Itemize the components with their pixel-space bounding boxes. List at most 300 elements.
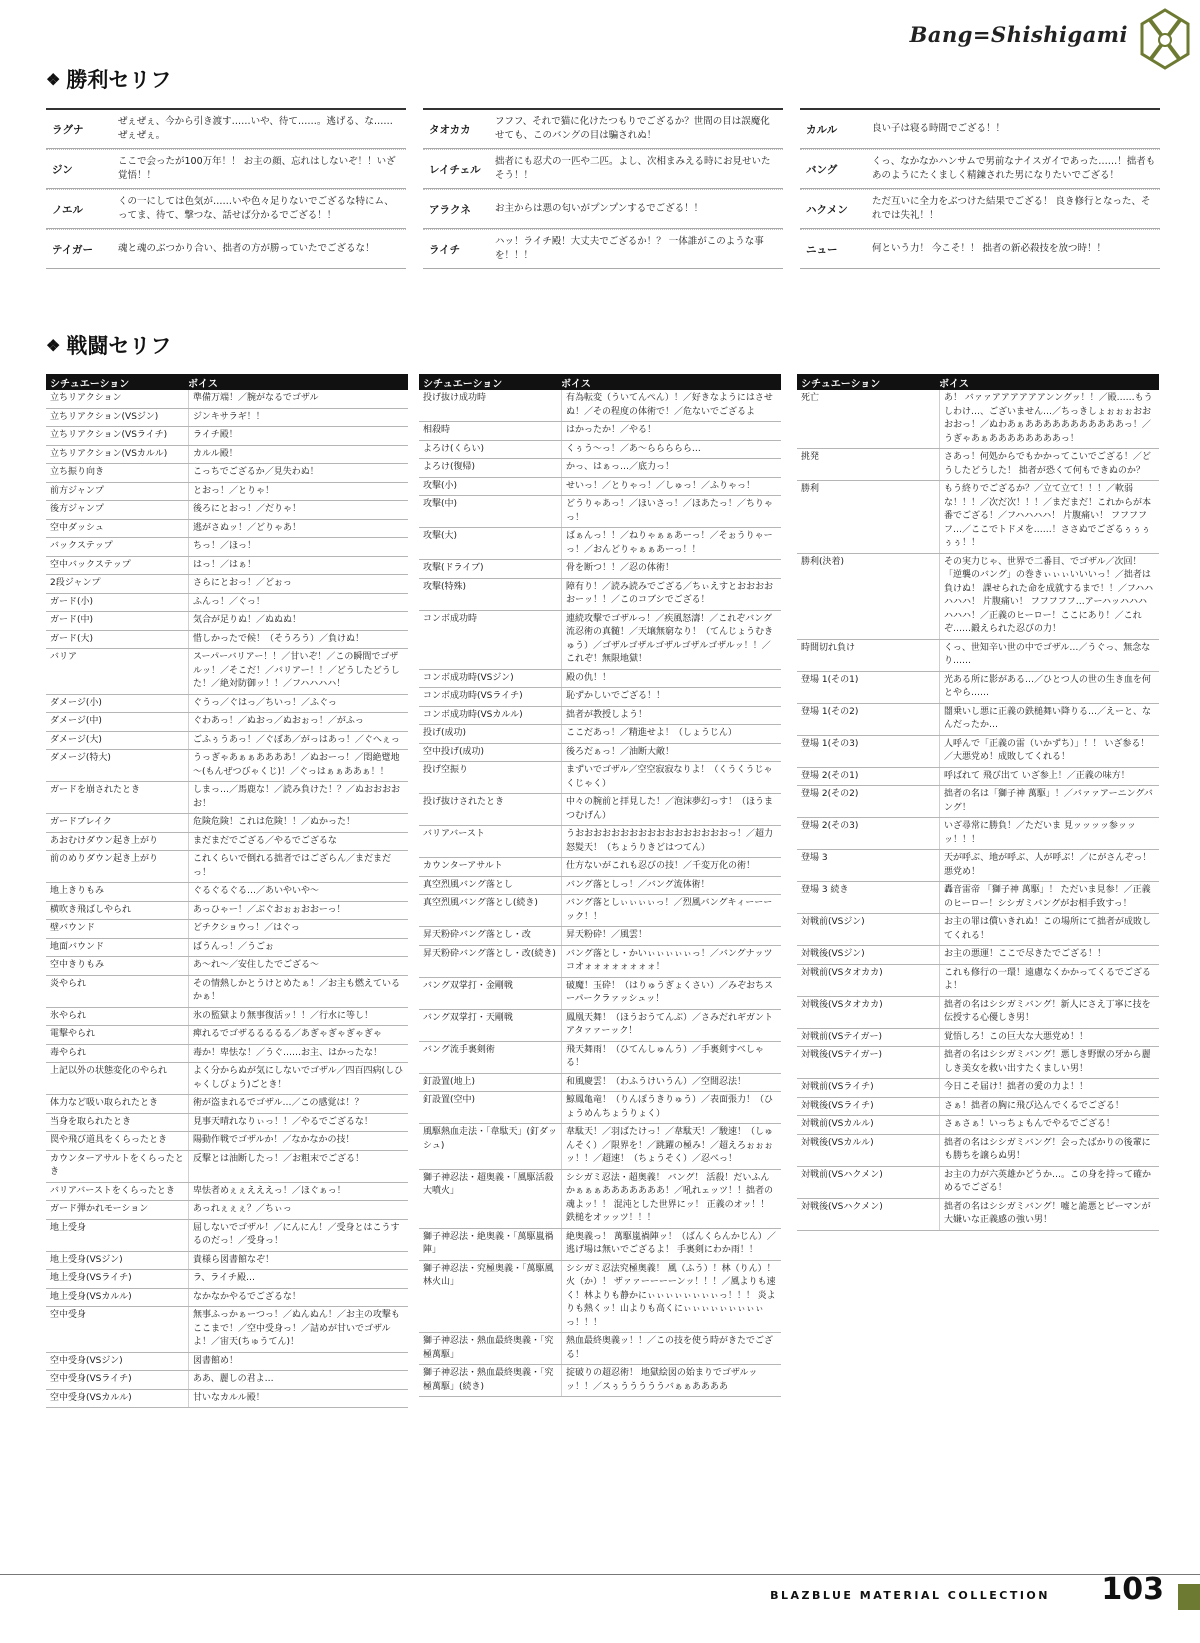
voice-cell: 骨を断つ！！／忍の体術！ [566, 563, 675, 573]
voice-cell: 拙者の名はシシガミバング！会ったばかりの後輩にも勝ちを譲らぬ男！ [944, 1137, 1151, 1161]
voice-cell: あっひゃー！／ぶぐおぉぉおおーっ！ [193, 904, 346, 915]
voice-header: ボイス [188, 378, 218, 390]
table-row [797, 965, 1159, 997]
table-row [797, 481, 1159, 554]
table-row [46, 814, 408, 833]
table-row [46, 649, 408, 695]
voice-header: ボイス [561, 378, 591, 390]
battle-table-header [797, 374, 1159, 390]
voice-cell: 昇天粉砕！／風雲！ [566, 930, 648, 940]
voice-cell: 飛天舞雨！（ひてんしゅんう）／手裏剣すべしゃる！ [566, 1044, 764, 1068]
victory-row [46, 189, 406, 229]
character-name: ノエル [52, 203, 83, 216]
victory-line: ぜぇぜぇ、今から引き渡す……いや、待て……。逃げる、な……ぜぇぜぇ。 [118, 116, 393, 141]
character-name: ジン [52, 163, 73, 176]
situation-cell: 立ち振り向き [46, 464, 189, 482]
voice-cell: どチクショウっ！／はぐっ [193, 923, 300, 933]
battle-column [797, 374, 1159, 1231]
situation-cell: 罠や飛び道具をくらったとき [46, 1132, 189, 1150]
table-row [46, 501, 408, 520]
situation-cell: 投げ(成功) [419, 725, 562, 743]
voice-cell: 連続攻撃でゴザルっ！／疾風怒濤！／これぞバング流忍術の真髄！／天壌無窮なり！（てんじょうむきゅう）／ゴザルゴザルゴザルゴザルゴザルッ！！／これぞ！無限地獄！ [566, 613, 774, 664]
situation-cell: 対戦後(VSテイガー) [797, 1047, 940, 1078]
situation-cell: ガードを崩されたとき [46, 782, 189, 813]
victory-row [800, 229, 1160, 269]
table-row [46, 557, 408, 576]
situation-cell: 地上受身(VSライチ) [46, 1270, 189, 1288]
voice-cell: さあっ！何処からでもかかってこいでござる！／どうしたどうした！ 拙者が恐くて何もできぬのか？ [944, 452, 1151, 476]
table-row [419, 1042, 781, 1074]
voice-cell: あ！ バァァアアアアアアンングッ！！／殿……もうしわけ…、ございません…／ちっきしょぉぉぉおおおおっ！／ぬわあぁあああああああああああっ！／うぎゃあぁああああああああっ！ [944, 393, 1153, 444]
voice-cell: しまっ…／馬鹿な！／読み負けた！？／ぬおおおおお！ [193, 785, 401, 809]
voice-cell: 仕方ないがこれも忍びの技！／千変万化の術！ [566, 861, 756, 871]
victory-line: くっ、なかなかハンサムで男前なナイスガイであった……！拙者もあのようにたくましく精錬された男になりたいでござる！ [872, 156, 1156, 181]
table-row [797, 1199, 1159, 1231]
battle-table-header [46, 374, 408, 390]
table-row [46, 446, 408, 465]
table-row [46, 575, 408, 594]
situation-cell: 地上受身(VSカルル) [46, 1289, 189, 1307]
situation-cell: ガード(中) [46, 612, 189, 630]
voice-cell: ぐるぐるぐる…／あいやいや～ [193, 886, 320, 896]
voice-cell: くぅう～っ！／あ～ららららら… [566, 443, 701, 454]
table-row [46, 1045, 408, 1064]
table-row [419, 826, 781, 858]
table-row [46, 883, 408, 902]
situation-header: シチュエーション [50, 378, 130, 390]
table-row [419, 877, 781, 896]
character-name: ハクメン [806, 203, 848, 216]
situation-cell: 対戦前(VSハクメン) [797, 1167, 940, 1198]
voice-cell: 準備万端！／腕がなるでゴザル [193, 393, 319, 403]
voice-cell: こっちでござるか／見失わぬ！ [193, 467, 319, 477]
voice-cell: 貴様ら図書館なぞ！ [193, 1254, 275, 1265]
voice-cell: 屈しないでゴザル！／にんにん！／受身とはこうするのだっ！／受身っ！ [193, 1222, 400, 1246]
table-row [46, 750, 408, 782]
situation-header: シチュエーション [801, 378, 881, 390]
situation-cell: ガード(小) [46, 594, 189, 612]
situation-cell: ダメージ(大) [46, 732, 189, 750]
table-row [419, 560, 781, 579]
battle-column [419, 374, 781, 1397]
crossed-swords-emblem-icon [1138, 6, 1192, 72]
situation-cell: ガード(大) [46, 631, 189, 649]
table-row [46, 594, 408, 613]
victory-line: 何という力！ 今こそ！！ 拙者の新必殺技を放つ時！！ [872, 243, 1107, 255]
table-row [797, 640, 1159, 672]
voice-cell: もう終りでござるか？／立て立て！！！／軟弱な！！！／次だ次！！！／まだまだ！これからが本番でござる！／フハハハハ！ 片腹痛い！ フフフフフ…／ここでトドメを……！ささぬでござるぅぅぅぅぅ！！ [944, 484, 1152, 548]
table-row [419, 762, 781, 794]
table-row [46, 1353, 408, 1372]
voice-cell: さぁ！拙者の胸に飛び込んでくるでござる！ [944, 1100, 1124, 1111]
table-row [419, 670, 781, 689]
situation-cell: 登場 2(その3) [797, 818, 940, 849]
table-row [419, 1365, 781, 1397]
victory-title-text: 勝利セリフ [66, 67, 172, 92]
situation-cell: 風駆熱血走法・「韋駄天」(釘ダッシュ) [419, 1124, 562, 1169]
voice-cell: 轟音雷帝 「獅子神 萬駆」！ ただいま見参！／正義のヒーロー！シシガミバングがお相手致すっ！ [944, 885, 1151, 909]
table-row [46, 1252, 408, 1271]
situation-cell: 獅子神忍法・熱血最終奥義・「究極萬駆」 [419, 1333, 562, 1364]
situation-cell: 登場 2(その1) [797, 768, 940, 786]
table-row [419, 1229, 781, 1261]
voice-cell: これくらいで倒れる拙者ではござらん／まだまだっ！ [193, 854, 392, 878]
table-row [797, 736, 1159, 768]
situation-cell: 2段ジャンプ [46, 575, 189, 593]
voice-cell: ばうんっ！／うごぉ [193, 941, 274, 952]
voice-cell: 鳳凰天舞！（ほうおうてんぶ）／さみだれギガントアタァァーック！ [566, 1012, 774, 1036]
victory-row [46, 149, 406, 189]
table-row [46, 1390, 408, 1409]
voice-cell: お主の力が六英雄かどうか…。この身を持って確かめるでござる！ [944, 1169, 1152, 1193]
table-row [46, 1270, 408, 1289]
table-row [46, 1183, 408, 1202]
victory-column [46, 108, 406, 269]
table-row [46, 1307, 408, 1353]
situation-cell: ガード弾かれモーション [46, 1201, 189, 1219]
situation-cell: 炎やられ [46, 976, 189, 1007]
table-row [419, 744, 781, 763]
victory-row [800, 110, 1160, 149]
table-row [797, 1167, 1159, 1199]
situation-cell: 登場 3 [797, 850, 940, 881]
table-row [419, 1124, 781, 1170]
table-row [797, 882, 1159, 914]
voice-cell: 拙者の名は「獅子神 萬駆」！／バァァアーニングバング！ [944, 789, 1153, 813]
situation-cell: ダメージ(中) [46, 713, 189, 731]
table-row [46, 1289, 408, 1308]
table-row [797, 672, 1159, 704]
victory-row [423, 149, 783, 189]
situation-cell: 前方ジャンプ [46, 483, 189, 501]
table-row [46, 957, 408, 976]
situation-cell: 後方ジャンプ [46, 501, 189, 519]
voice-cell: ごふぅうあっ！／ぐぼあ／がっはあっ！／ぐへぇっ [193, 734, 400, 745]
voice-cell: ふんっ！／ぐっ！ [193, 596, 265, 607]
table-row [419, 858, 781, 877]
table-row [419, 707, 781, 726]
table-row [46, 1220, 408, 1252]
voice-cell: ちっ！／ほっ！ [193, 541, 257, 551]
situation-cell: 登場 1(その3) [797, 736, 940, 767]
table-row [46, 902, 408, 921]
situation-cell: 登場 3 続き [797, 882, 940, 913]
voice-cell: シシガミ忍法・超奥義！ バング！ 活殺！だいふんかぁぁぁあああああああ！／吼れェッツ！！拙者の魂よッ！！ 混沌とした世界にッ！ 正義のオッ！！ 鉄槌をオッッツ！！！ [566, 1172, 774, 1223]
situation-cell: 地上受身(VSジン) [46, 1252, 189, 1270]
situation-cell: 空中バックステップ [46, 557, 189, 575]
victory-row [46, 110, 406, 149]
battle-section-title [46, 330, 171, 360]
voice-cell: 絶奥義っ！ 萬駆嵐禍陣ッ！（ばんくらんかじん）／逃げ場は無いでござるよ！ 手裏剣にわか雨！！ [566, 1231, 776, 1255]
voice-cell: 毒か！卑怯な！／うぐ……お主、はかったな！ [193, 1047, 383, 1058]
victory-line: 魂と魂のぶつかり合い、拙者の方が勝っていたでござるな！ [118, 243, 375, 255]
situation-cell: 空中受身 [46, 1307, 189, 1352]
situation-cell: よろけ(復帰) [419, 459, 562, 477]
voice-cell: バング落とし・かいぃぃぃぃぃっ！／バングナッツコオォォォォォォォォ！ [566, 948, 773, 972]
situation-cell: 釘設置(空中) [419, 1092, 562, 1123]
situation-cell: 対戦前(VSジン) [797, 914, 940, 945]
situation-cell: コンボ成功時 [419, 611, 562, 669]
situation-cell: 当身を取られたとき [46, 1114, 189, 1132]
situation-cell: コンボ成功時(VSライチ) [419, 688, 562, 706]
character-name: アラクネ [429, 203, 471, 216]
table-row [419, 946, 781, 978]
voice-cell: かっ、はぁっ…／底力っ！ [566, 462, 675, 472]
victory-section-title [46, 64, 171, 94]
table-row [46, 939, 408, 958]
voice-cell: さぁさぁ！いっちょもんでやるでござる！ [944, 1119, 1115, 1129]
victory-line: 拙者にも忍犬の一匹や二匹。よし、次相まみえる時にお見せいたそう！！ [495, 156, 771, 181]
voice-cell: 拙者の名はシシガミバング！嘘と詭悪とピーマンが大嫌いな正義感の強い男！ [944, 1201, 1151, 1225]
victory-line: ハッ！ライチ殿！大丈夫でござるか！？ 一体誰がこのような事を！！！ [495, 236, 764, 261]
voice-cell: はかったか！／やる！ [566, 425, 657, 435]
situation-cell: 死亡 [797, 390, 940, 448]
table-row [46, 833, 408, 852]
table-row [419, 978, 781, 1010]
situation-cell: 攻撃(小) [419, 478, 562, 496]
situation-cell: 対戦後(VSジン) [797, 946, 940, 964]
situation-cell: よろけ(くらい) [419, 441, 562, 459]
situation-cell: 挑発 [797, 449, 940, 480]
situation-cell: 真空烈風バング落とし [419, 877, 562, 895]
voice-cell: 人呼んで「正義の雷（いかずち）」！！ いざ参る！／大悪党め！成敗してくれる！ [944, 738, 1150, 762]
situation-cell: カウンターアサルトをくらったとき [46, 1151, 189, 1182]
voice-cell: 覚悟しろ！この巨大な大悪党め！！ [944, 1031, 1089, 1042]
table-row [797, 768, 1159, 787]
voice-cell: とおっ！／とりゃ！ [193, 485, 275, 496]
situation-cell: 対戦前(VSテイガー) [797, 1029, 940, 1047]
voice-cell: 図書館め！ [193, 1355, 239, 1366]
table-row [46, 732, 408, 751]
voice-cell: スーパーバリアー！！／甘いぞ！／この瞬間でゴザルッ！／そこだ！／バリアー！！／どうしたどうした！／絶対防御ッ！！／フハハハハ！ [193, 652, 400, 689]
voice-cell: 拙者が教授しよう！ [566, 709, 648, 720]
voice-cell: 無事ふっかぁーつっ！／ぬんぬん！／お主の攻撃もここまで！／空中受身っ！／詰めが甘いでゴザルよ！／宙天(ちゅうてん)！ [193, 1310, 400, 1347]
table-row [419, 478, 781, 497]
table-row [419, 895, 781, 927]
voice-cell: ジンキサラギ！！ [193, 411, 265, 422]
character-name: テイガー [52, 243, 93, 256]
table-row [797, 946, 1159, 965]
table-row [46, 464, 408, 483]
voice-cell: 痺れるでゴザるるるるる／あぎゃぎゃぎゃぎゃ [193, 1029, 382, 1039]
situation-cell: 上記以外の状態変化のやられ [46, 1063, 189, 1094]
situation-cell: バックステップ [46, 538, 189, 556]
voice-cell: その情熱しかとうけとめたぁ！／お主も燃えているかぁ！ [193, 978, 401, 1002]
situation-cell: 毒やられ [46, 1045, 189, 1063]
table-row [797, 1029, 1159, 1048]
voice-cell: どうりゃあっ！／ほいさっ！／ほあたっ！／ちりゃっ！ [566, 499, 773, 523]
table-row [797, 1098, 1159, 1117]
voice-cell: うっぎゃあぁぁああああ！／ぬおーっ！／悶絶躄地～(もんぜつびゃくじ)！／ぐっはぁぁああぁ！！ [193, 753, 400, 777]
situation-cell: あおむけダウン起き上がり [46, 833, 189, 851]
table-row [419, 794, 781, 826]
situation-cell: バング双掌打・天剛戦 [419, 1010, 562, 1041]
situation-cell: 氷やられ [46, 1008, 189, 1026]
battle-title-text: 戦闘セリフ [66, 333, 172, 358]
table-row [419, 459, 781, 478]
diamond-bullet-icon: ❖ [46, 335, 61, 355]
table-row [46, 920, 408, 939]
voice-cell: 中々の腕前と拝見した！／泡沫夢幻っす！（ほうまつむげん） [566, 797, 774, 821]
voice-cell: ラ、ライチ殿… [193, 1273, 256, 1283]
situation-cell: 攻撃(中) [419, 496, 562, 527]
voice-cell: バング落としっ！／バング流体術！ [566, 879, 710, 890]
character-name: タオカカ [429, 123, 471, 136]
page-number: 103 [1101, 1572, 1164, 1607]
table-row [46, 695, 408, 714]
table-row [797, 786, 1159, 818]
table-row [46, 1201, 408, 1220]
situation-cell: 真空烈風バング落とし(続き) [419, 895, 562, 926]
situation-cell: 攻撃(大) [419, 528, 562, 559]
table-row [46, 1008, 408, 1027]
table-row [419, 927, 781, 946]
table-row [419, 1074, 781, 1093]
table-row [419, 496, 781, 528]
situation-cell: バリア [46, 649, 189, 694]
victory-row [800, 189, 1160, 229]
table-row [797, 704, 1159, 736]
situation-cell: 獅子神忍法・超奥義・「風駆活殺大噴火」 [419, 1170, 562, 1228]
voice-cell: その実力じゃ、世界で二番目、でゴザル／次回！「逆襲のバング」の巻きぃぃぃいいいっ！／拙者は負けぬ！ 課せられた命を成就するまで！！／フハハハハハ！ 片腹痛い！ フフフフフ…アーハッハハハハハハ！／正義のヒーロー！ここにあり！／これぞ……鍛えられた忍びの力！ [944, 556, 1154, 634]
situation-cell: 勝利 [797, 481, 940, 553]
situation-cell: 地面バウンド [46, 939, 189, 957]
situation-cell: コンボ成功時(VSカルル) [419, 707, 562, 725]
voice-cell: これも修行の一環！遠慮なくかかってくるでござるよ！ [944, 967, 1151, 991]
voice-cell: バング落としぃぃぃぃっ！／烈風バングキィーーーック！！ [566, 898, 773, 922]
voice-cell: 惜しかったで候！（そうろう）／負けぬ！ [193, 633, 365, 644]
table-row [419, 390, 781, 422]
voice-cell: 反撃とは油断したっ！／お粗末でござる！ [193, 1153, 365, 1164]
voice-cell: お主の罪は償いきれぬ！この場所にて拙者が成敗してくれる！ [944, 917, 1152, 941]
character-name: レイチェル [429, 163, 481, 176]
situation-cell: バング流手裏剣術 [419, 1042, 562, 1073]
footer-divider [0, 1574, 1200, 1575]
victory-row [423, 110, 783, 149]
situation-cell: 壁バウンド [46, 920, 189, 938]
situation-cell: 立ちリアクション(VSカルル) [46, 446, 189, 464]
voice-cell: 破魔！玉砕！（はりゅうぎょくさい）／みぞおちスーパークラァッシュッ！ [566, 980, 774, 1004]
situation-cell: 時間切れ負け [797, 640, 940, 671]
situation-cell: 投げ抜けされたとき [419, 794, 562, 825]
situation-cell: 対戦前(VSタオカカ) [797, 965, 940, 996]
character-name: バング [806, 163, 838, 176]
voice-cell: 掟破りの超忍術！ 地獄絵図の始まりでゴザルッッ！！／スぅうううううバぁぁああああ [566, 1368, 758, 1392]
situation-cell: 登場 1(その1) [797, 672, 940, 703]
footer-collection-title: BLAZBLUE MATERIAL COLLECTION [770, 1589, 1050, 1602]
table-row [797, 1116, 1159, 1135]
situation-cell: 登場 1(その2) [797, 704, 940, 735]
voice-cell: 闇乗いし悪に正義の鉄槌舞い降りる…／えーと、なんだったか… [944, 706, 1152, 730]
situation-cell: 投げ抜け成功時 [419, 390, 562, 421]
voice-cell: なかなかやるでござるな！ [193, 1291, 301, 1302]
voice-cell: 気合が足りぬ！／ぬぬぬ！ [193, 615, 302, 625]
table-row [797, 1047, 1159, 1079]
victory-row [423, 189, 783, 229]
table-row [419, 579, 781, 611]
table-row [419, 611, 781, 670]
situation-cell: コンボ成功時(VSジン) [419, 670, 562, 688]
voice-cell: 見事天晴れなりぃっ！！／やるでござるな！ [193, 1116, 373, 1127]
situation-cell: 地上受身 [46, 1220, 189, 1251]
victory-column [423, 108, 783, 269]
victory-line: くの一にしては色気が……いや色々足りないでござるな特にム、ってま、待て、撃つな、話せば分かるでござる！！ [118, 196, 394, 221]
situation-cell: 獅子神忍法・絶奥義・「萬駆嵐禍陣」 [419, 1229, 562, 1260]
situation-cell: 対戦後(VSライチ) [797, 1098, 940, 1116]
situation-cell: 獅子神忍法・熱血最終奥義・「究極萬駆」(続き) [419, 1365, 562, 1396]
situation-cell: 攻撃(特殊) [419, 579, 562, 610]
situation-cell: 相殺時 [419, 422, 562, 440]
voice-cell: ばぁんっ！！／ねりゃぁぁあーっ！／そぉうりゃーっ！／おんどりゃぁぁあーっ！！ [566, 531, 773, 555]
situation-cell: 対戦前(VSカルル) [797, 1116, 940, 1134]
voice-cell: 陽動作戦でゴザルか！／なかなかの技！ [193, 1135, 355, 1145]
voice-cell: ああ、麗しの君よ… [193, 1374, 274, 1384]
table-row [419, 1092, 781, 1124]
voice-cell: さらにとおっ！／どぉっ [193, 578, 292, 588]
table-row [46, 538, 408, 557]
voice-cell: 呼ばれて 飛び出て いざ参上！／正義の味方！ [944, 770, 1130, 781]
voice-cell: お主の悪運！ここで尽きたでござる！！ [944, 949, 1107, 959]
table-row [419, 1261, 781, 1334]
voice-cell: ぐうっ／ぐはっ／ちいっ！／ふぐっ [193, 697, 337, 708]
voice-cell: 拙者の名はシシガミバング！新人にさえ丁寧に技を伝授する心優しき男！ [944, 999, 1151, 1023]
situation-cell: 立ちリアクション [46, 390, 189, 408]
voice-cell: 危険危険！これは危険！！／ぬかった！ [193, 817, 356, 827]
situation-cell: 対戦後(VSカルル) [797, 1135, 940, 1166]
character-name: ラグナ [52, 123, 84, 136]
situation-header: シチュエーション [423, 378, 503, 390]
voice-cell: 今日こそ届け！拙者の愛の力よ！！ [944, 1082, 1089, 1092]
table-row [797, 1135, 1159, 1167]
situation-cell: バリアバーストをくらったとき [46, 1183, 189, 1201]
voice-cell: 障有り！／読み読みでござる／ちぃえすとおおおおおーッ！！／このコブシでござる！ [566, 581, 774, 605]
situation-cell: 地上きりもみ [46, 883, 189, 901]
victory-column [800, 108, 1160, 269]
situation-cell: バリアバースト [419, 826, 562, 857]
table-row [419, 1010, 781, 1042]
table-row [419, 441, 781, 460]
voice-cell: あ～れ～／安住したでござる～ [193, 960, 320, 970]
table-row [797, 390, 1159, 449]
situation-cell: カウンターアサルト [419, 858, 562, 876]
situation-cell: 昇天粉砕バング落とし・改 [419, 927, 562, 945]
situation-cell: バング双掌打・金剛戦 [419, 978, 562, 1009]
victory-line: ここで会ったが100万年！！ お主の顔、忘れはしないぞ！！いざ覚悟！！ [118, 156, 396, 181]
table-row [46, 1095, 408, 1114]
table-row [46, 782, 408, 814]
situation-cell: ダメージ(特大) [46, 750, 189, 781]
table-row [46, 409, 408, 428]
situation-cell: 立ちリアクション(VSジン) [46, 409, 189, 427]
page-edge-tab [1178, 1584, 1200, 1610]
situation-cell: 前のめりダウン起き上がり [46, 851, 189, 882]
situation-cell: 昇天粉砕バング落とし・改(続き) [419, 946, 562, 977]
character-name: カルル [806, 123, 838, 136]
voice-cell: 甘いなカルル殿！ [193, 1392, 265, 1403]
situation-cell: 攻撃(ドライブ) [419, 560, 562, 578]
situation-cell: 空中ダッシュ [46, 520, 189, 538]
victory-line: 良い子は寝る時間でござる！！ [872, 123, 1006, 135]
table-row [46, 390, 408, 409]
situation-cell: 空中きりもみ [46, 957, 189, 975]
table-row [797, 449, 1159, 481]
diamond-bullet-icon: ❖ [46, 69, 61, 89]
situation-cell: 立ちリアクション(VSライチ) [46, 427, 189, 445]
voice-cell: 熱血最終奥義ッ！！／この技を使う時がきたでござる！ [566, 1336, 774, 1360]
voice-cell: まだまだでござる／やるでござるな [193, 835, 337, 846]
voice-cell: シシガミ忍法究極奥義！ 風（ふう）！林（りん）！火（か）！ ザァァーーーーンッ！！！／風よりも速く！林よりも静かにぃぃぃぃぃぃぃぃっ！！！ 炎よりも熱くッ！山よりも高くにぃぃぃぃぃぃぃぃぃっ！！！ [566, 1263, 776, 1328]
table-row [46, 612, 408, 631]
